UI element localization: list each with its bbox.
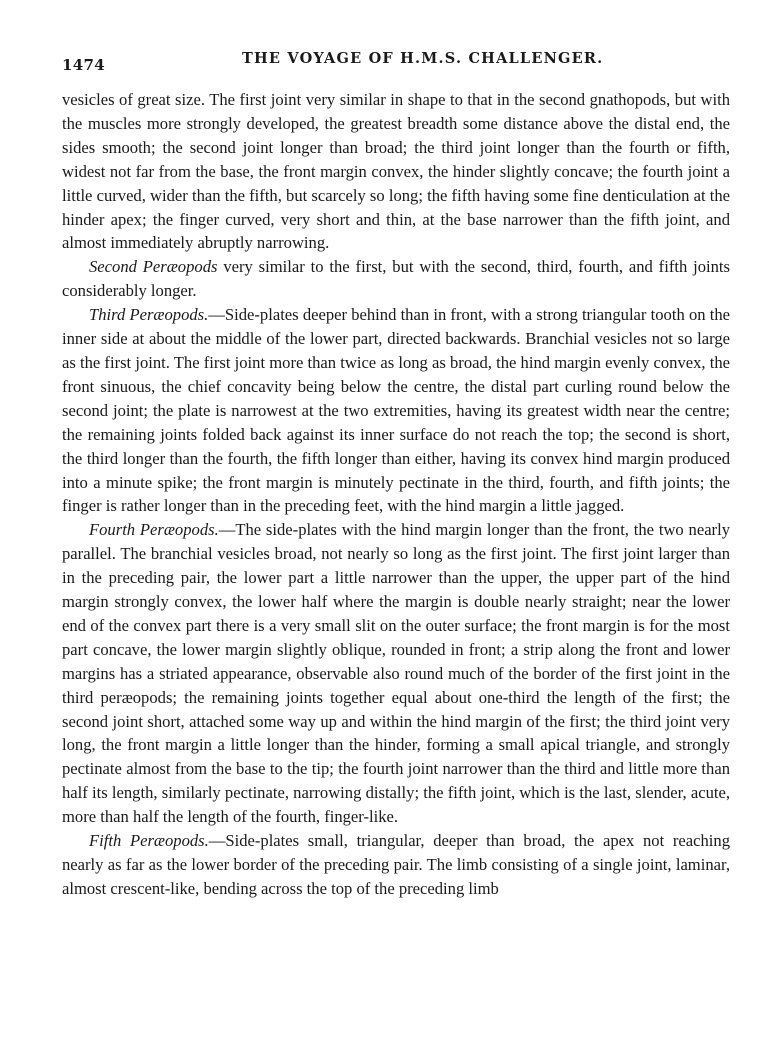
paragraph-fourth-peraeopods [62, 518, 730, 829]
paragraph-text: vesicles of great size. The first joint very similar in shape to that in the second gnathopods, but with the muscles more strongly developed, the greatest breadth some distance above the distal end, the sides smooth; the second joint longer than broad; the third joint longer than the fourth or fifth, widest not far from the base, the front margin convex, the hinder slightly concave; the fourth joint a little curved, wider than the fifth, but scarcely so long; the fifth having some fine denticulation at the hinder apex; the finger curved, very short and thin, at the base narrower than the fifth joint, and almost immediately abruptly narrowing. [62, 90, 730, 253]
paragraph-fifth-peraeopods [62, 829, 730, 901]
running-title: THE VOYAGE OF H.M.S. CHALLENGER. [242, 50, 604, 67]
paragraph-third-peraeopods [62, 303, 730, 518]
paragraph-text: —The side-plates with the hind margin longer than the front, the two nearly parallel. The branchial vesicles broad, not nearly so long as the first joint. The first joint larger than in the preceding pair, the lower part a little narrower than the upper, the upper part of the hind margin strongly convex, the lower half where the margin is double nearly straight; near the lower end of the convex part there is a very small slit on the outer surface; the front margin is for the most part concave, the lower margin slightly oblique, rounded in front; a strip along the front and lower margins has a striated appearance, observable also round much of the border of the first joint in the third peræopods; the remaining joints together equal about one-third the length of the first; the second joint short, attached some way up and within the hind margin of the first; the third joint very long, the front margin a little longer than the hinder, forming a small apical triangle, and strongly pectinate almost from the base to the tip; the fourth joint narrower than the third and little more than half its length, similarly pectinate, narrowing distally; the fifth joint, which is the last, slender, acute, more than half the length of the fourth, finger-like. [62, 520, 730, 827]
paragraph-second-peraeopods [62, 255, 730, 303]
paragraph-continuation [62, 88, 730, 255]
paragraph-heading: Fourth Peræopods. [89, 520, 219, 540]
page-number: 1474 [62, 56, 105, 74]
paragraph-text: —Side-plates small, triangular, deeper than broad, the apex not reaching nearly as far as the lower border of the preceding pair. The limb consisting of a single joint, laminar, almost crescent-like, bending across the top of the preceding limb [62, 831, 731, 898]
paragraph-heading: Fifth Peræopods. [89, 831, 209, 851]
paragraph-heading: Second Peræopods [89, 257, 218, 277]
page-header [62, 50, 732, 74]
paragraph-heading: Third Peræopods. [89, 305, 209, 325]
paragraph-text: very similar to the first, but with the second, third, fourth, and fifth joints considerably longer. [62, 257, 730, 301]
paragraph-text: —Side-plates deeper behind than in front, with a strong triangular tooth on the inner side at about the middle of the lower part, directed backwards. Branchial vesicles not so large as the first joint. The first joint more than twice as long as broad, the hind margin evenly convex, the front sinuous, the chief concavity being below the centre, the distal part curling round below the second joint; the plate is narrowest at the two extremities, having its greatest width near the centre; the remaining joints folded back against its inner surface do not reach the top; the second is short, the third longer than the fourth, the fifth longer than either, having its convex hind margin produced into a minute spike; the front margin is minutely pectinate in the third, fourth, and fifth joints; the finger is rather longer than in the preceding feet, with the hind margin a little jagged. [62, 305, 730, 516]
body-text [62, 88, 730, 901]
